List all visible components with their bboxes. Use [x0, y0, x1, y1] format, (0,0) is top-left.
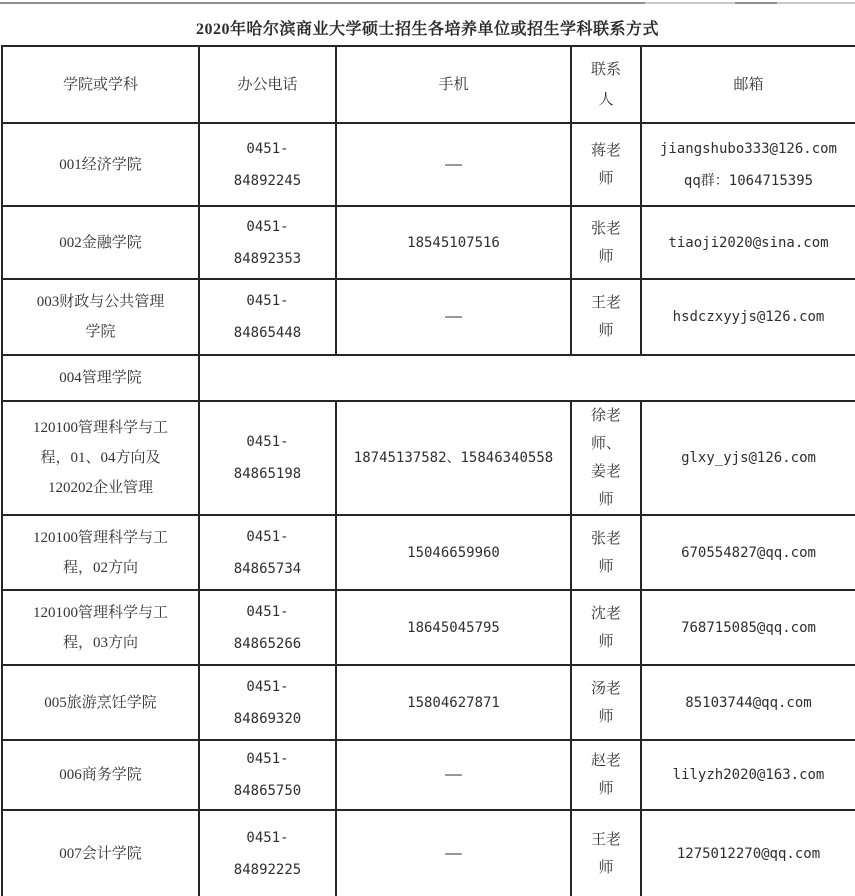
unit-cell: 003财政与公共管理学院 — [2, 279, 199, 355]
email-cell: 768715085@qq.com — [641, 590, 855, 665]
qq-group-line: qq群：1064715395 — [683, 172, 814, 189]
email-cell: jiangshubo333@126.com qq群：1064715395 — [641, 123, 855, 206]
email-cell: 670554827@qq.com — [641, 515, 855, 590]
contact-cell: 张老师 — [571, 515, 641, 590]
mobile-cell: —— — [336, 740, 571, 810]
office-phone-cell: 0451-84892353 — [199, 206, 336, 279]
email-cell: 1275012270@qq.com — [641, 810, 855, 896]
email-cell: hsdczxyyjs@126.com — [641, 279, 855, 355]
email-cell: tiaoji2020@sina.com — [641, 206, 855, 279]
contact-cell: 王老师 — [571, 810, 641, 896]
scan-artifact-line — [0, 2, 645, 4]
scan-artifact-line — [735, 2, 777, 4]
office-phone-cell: 0451-84865448 — [199, 279, 336, 355]
table-row — [2, 665, 855, 740]
header-row — [2, 46, 855, 123]
header-office-phone: 办公电话 — [199, 46, 336, 123]
mobile-cell: —— — [336, 123, 571, 206]
unit-cell: 120100管理科学与工程，01、04方向及120202企业管理 — [2, 401, 199, 515]
header-email: 邮箱 — [641, 46, 855, 123]
table-row-merged — [2, 355, 855, 401]
page-title: 2020年哈尔滨商业大学硕士招生各培养单位或招生学科联系方式 — [195, 21, 659, 38]
email-cell: glxy_yjs@126.com — [641, 401, 855, 515]
table-row — [2, 279, 855, 355]
table-row — [2, 740, 855, 810]
table-row — [2, 123, 855, 206]
mobile-cell: 15804627871 — [336, 665, 571, 740]
unit-cell: 002金融学院 — [2, 206, 199, 279]
table-row — [2, 401, 855, 515]
email-cell: lilyzh2020@163.com — [641, 740, 855, 810]
office-phone-cell: 0451-84892245 — [199, 123, 336, 206]
contact-cell: 汤老师 — [571, 665, 641, 740]
office-phone-cell: 0451-84869320 — [199, 665, 336, 740]
table-row — [2, 810, 855, 896]
table-row — [2, 590, 855, 665]
office-phone-cell: 0451-84865750 — [199, 740, 336, 810]
table-row — [2, 515, 855, 590]
unit-cell: 120100管理科学与工程，03方向 — [2, 590, 199, 665]
contact-cell: 沈老师 — [571, 590, 641, 665]
mobile-cell: 18545107516 — [336, 206, 571, 279]
unit-cell: 120100管理科学与工程，02方向 — [2, 515, 199, 590]
header-unit: 学院或学科 — [2, 46, 199, 123]
unit-cell: 001经济学院 — [2, 123, 199, 206]
unit-cell: 007会计学院 — [2, 810, 199, 896]
mobile-cell: 18645045795 — [336, 590, 571, 665]
email-cell: 85103744@qq.com — [641, 665, 855, 740]
table-body — [2, 123, 855, 896]
unit-cell: 004管理学院 — [2, 355, 199, 401]
contact-cell: 赵老师 — [571, 740, 641, 810]
merged-empty-cell — [199, 355, 855, 401]
mobile-cell: 18745137582、15846340558 — [336, 401, 571, 515]
header-mobile: 手机 — [336, 46, 571, 123]
unit-cell: 005旅游烹饪学院 — [2, 665, 199, 740]
unit-cell: 006商务学院 — [2, 740, 199, 810]
table-header — [2, 46, 855, 123]
contact-cell: 王老师 — [571, 279, 641, 355]
table-row — [2, 206, 855, 279]
title-bar — [0, 0, 855, 45]
office-phone-cell: 0451-84865734 — [199, 515, 336, 590]
mobile-cell: —— — [336, 279, 571, 355]
contact-cell: 徐老师、姜老师 — [571, 401, 641, 515]
header-contact: 联系人 — [571, 46, 641, 123]
office-phone-cell: 0451-84865198 — [199, 401, 336, 515]
mobile-cell: 15046659960 — [336, 515, 571, 590]
mobile-cell: —— — [336, 810, 571, 896]
contact-cell: 张老师 — [571, 206, 641, 279]
office-phone-cell: 0451-84865266 — [199, 590, 336, 665]
contact-cell: 蒋老师 — [571, 123, 641, 206]
office-phone-cell: 0451-84892225 — [199, 810, 336, 896]
contact-table — [1, 45, 855, 896]
